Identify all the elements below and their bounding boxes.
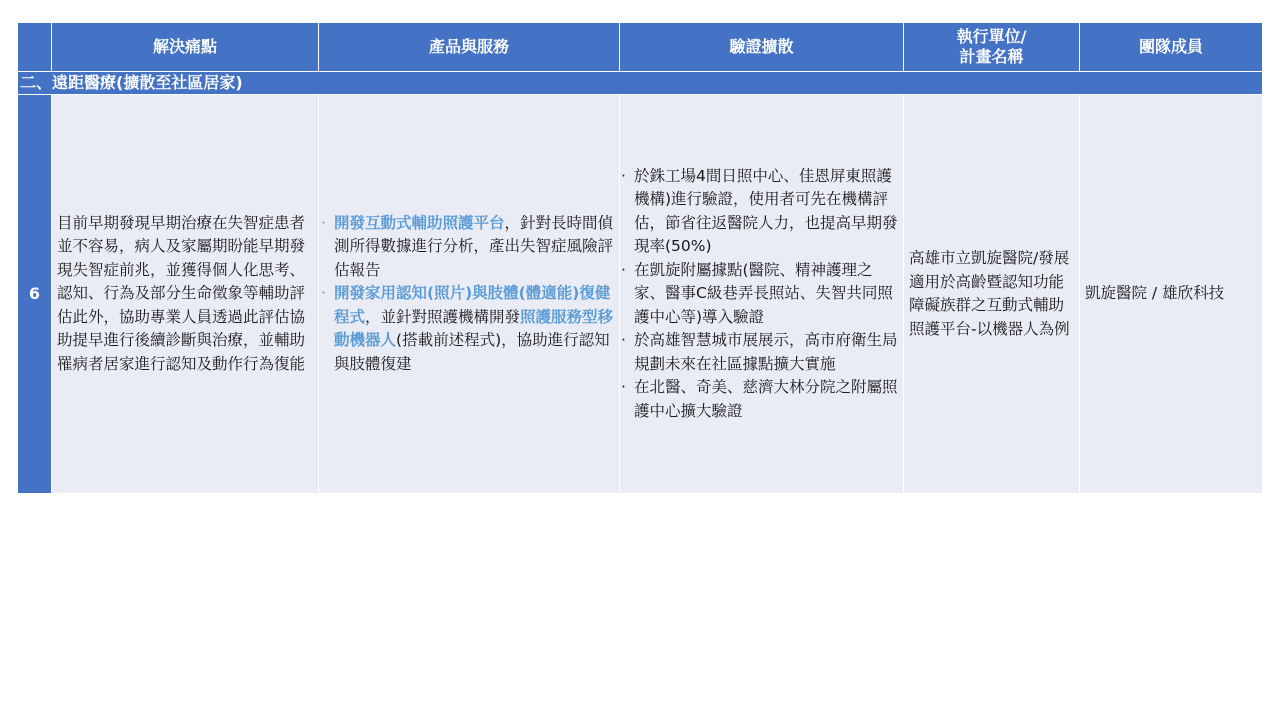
project-table [18, 23, 1262, 493]
validation-text: 在北醫、奇美、慈濟大林分院之附屬照護中心擴大驗證 [634, 378, 898, 420]
product-highlight: 開發互動式輔助照護平台 [334, 213, 505, 232]
header-unit [904, 23, 1080, 71]
pain-point-cell [52, 95, 319, 493]
header-validation: 驗證擴散 [620, 23, 904, 71]
product-highlight-2: 照護服務型移動機器人 [334, 307, 614, 350]
row-number: 6 [18, 95, 52, 493]
table-header-row [18, 23, 1262, 71]
pain-point-text: 目前早期發現早期治療在失智症患者並不容易，病人及家屬期盼能早期發現失智症前兆，並獲得個人化思考、認知、行為及部分生命徵象等輔助評估此外，協助專業人員透過此評估協助提早進行後續診斷與治療，並輔助罹病者居家進行認知及動作行為復能 [57, 213, 306, 373]
section-title: 二、遠距醫療(擴散至社區居家) [18, 71, 1262, 95]
product-highlight: 開發家用認知(照片)與肢體(體適能)復健程式 [334, 284, 611, 326]
table-row [18, 95, 1262, 493]
product-text: ，針對長時間偵測所得數據進行分析，產出失智症風險評估報告 [334, 213, 614, 279]
validation-item [621, 165, 899, 259]
products-list [321, 212, 615, 377]
header-team: 團隊成員 [1080, 23, 1262, 71]
header-unit-line2: 計畫名稱 [959, 47, 1024, 66]
header-unit-line1: 執行單位/ [956, 27, 1027, 46]
product-text-2: (搭載前述程式)，協助進行認知與肢體復建 [334, 331, 610, 373]
header-products: 產品與服務 [319, 23, 620, 71]
validation-text: 於銖工場4間日照中心、佳恩屏東照護機構)進行驗證，使用者可先在機構評估，節省往返醫院人力，也提高早期發現率(50%) [634, 166, 898, 256]
header-number [18, 23, 52, 71]
validation-item [621, 329, 899, 376]
bullet-icon: · [621, 378, 626, 397]
unit-cell [904, 95, 1080, 493]
validation-cell [620, 95, 904, 493]
team-text: 凱旋醫院 / 雄欣科技 [1085, 284, 1225, 303]
validation-item [621, 376, 899, 423]
header-pain-point: 解決痛點 [52, 23, 319, 71]
product-item [321, 282, 615, 376]
unit-text: 高雄市立凱旋醫院/發展適用於高齡暨認知功能障礙族群之互動式輔助照護平台-以機器人為例 [909, 249, 1070, 338]
team-cell [1080, 95, 1262, 493]
product-item [321, 212, 615, 283]
bullet-icon: · [621, 331, 626, 350]
validation-list [621, 165, 899, 424]
bullet-icon: · [321, 213, 326, 232]
validation-item [621, 259, 899, 330]
validation-text: 於高雄智慧城市展展示，高市府衛生局規劃未來在社區據點擴大實施 [634, 331, 898, 373]
bullet-icon: · [321, 284, 326, 303]
products-cell [319, 95, 620, 493]
validation-text: 在凱旋附屬據點(醫院、精神護理之家、醫事C級巷弄長照站、失智共同照護中心等)導入驗證 [634, 260, 893, 326]
product-text: ，並針對照護機構開發 [365, 307, 521, 326]
bullet-icon: · [621, 166, 626, 185]
bullet-icon: · [621, 260, 626, 279]
